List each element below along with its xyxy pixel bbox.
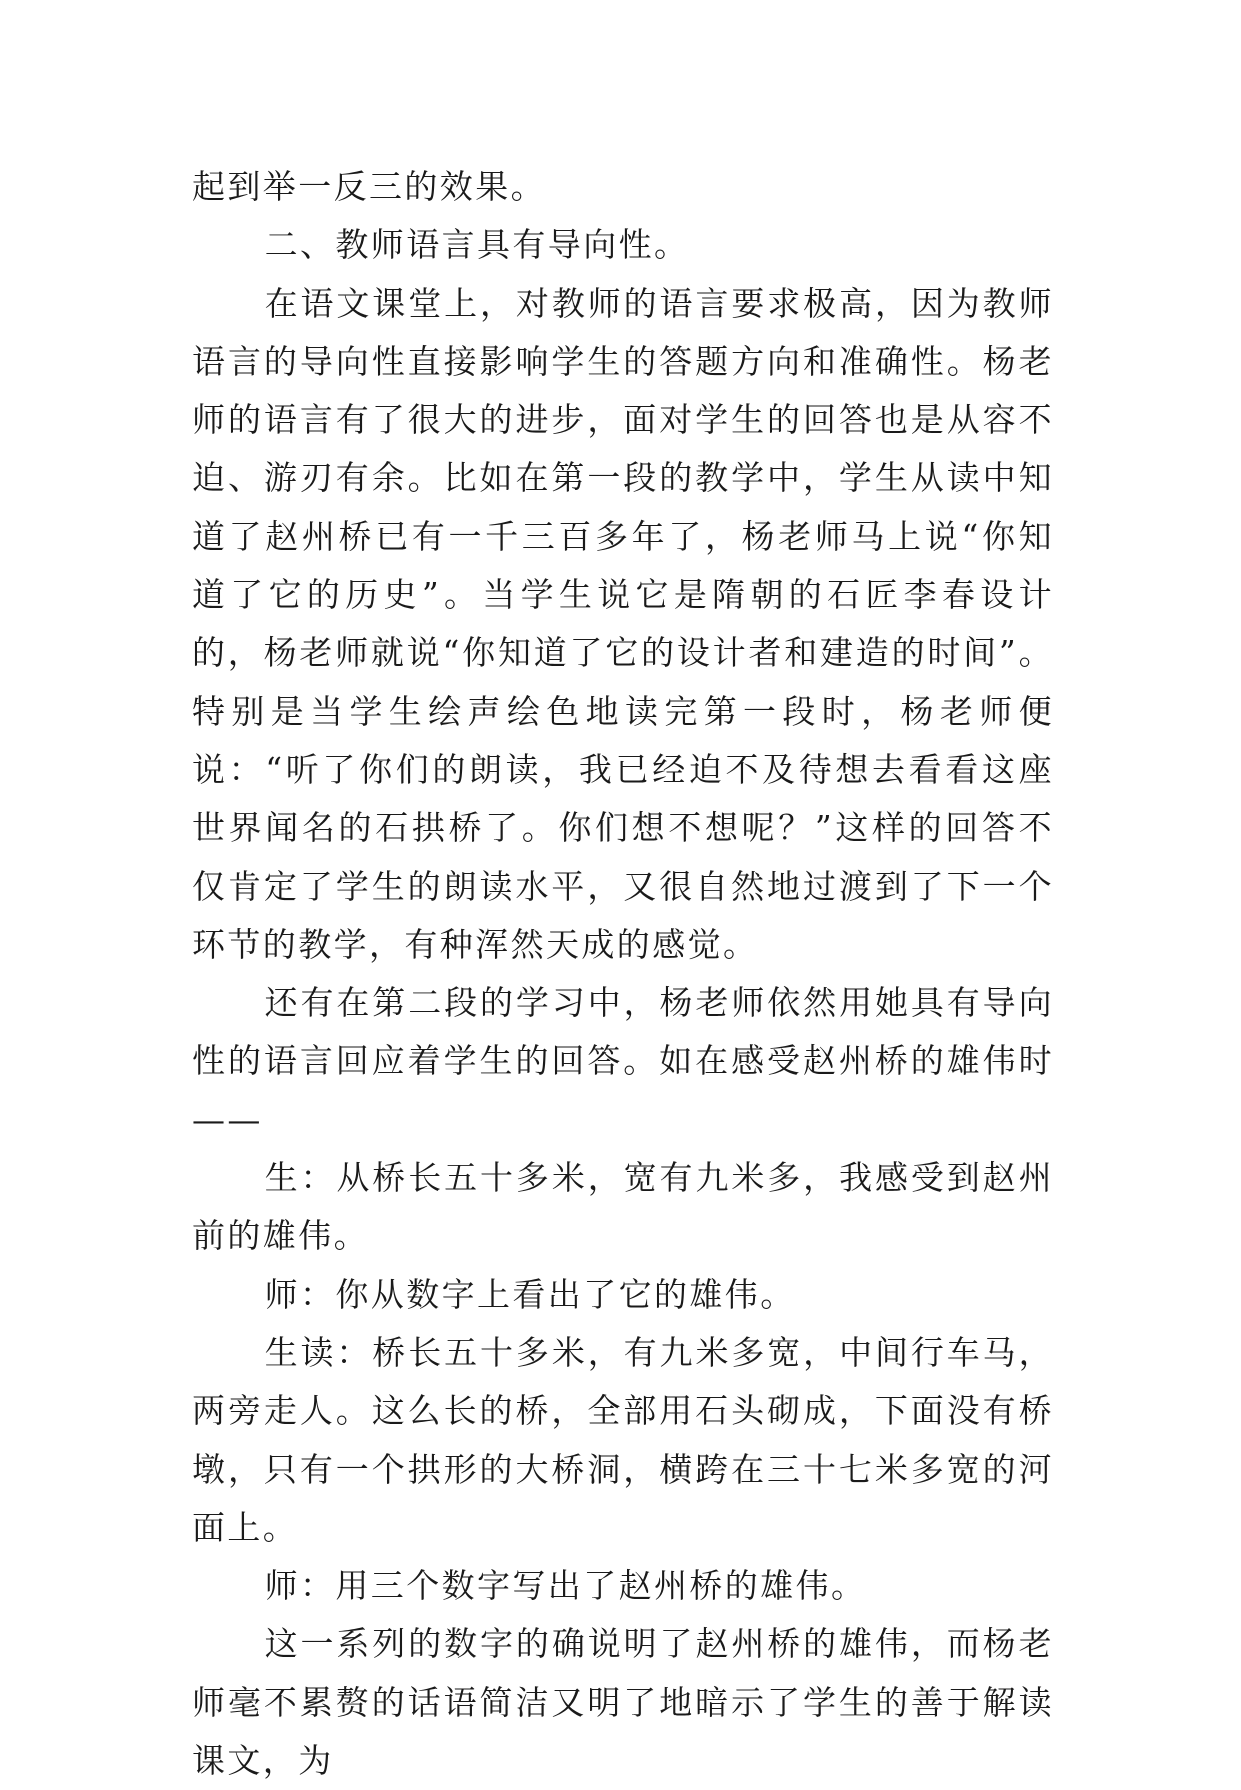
paragraph: 在语文课堂上，对教师的语言要求极高，因为教师语言的导向性直接影响学生的答题方向和准确性。杨老师的语言有了很大的进步，面对学生的回答也是从容不迫、游刃有余。比如在第一段的教学中，学生从读中知道了赵州桥已有一千三百多年了，杨老师马上说“你知道了它的历史”。当学生说它是隋朝的石匠李春设计的，杨老师就说“你知道了它的设计者和建造的时间”。特别是当学生绘声绘色地读完第一段时，杨老师便说：“听了你们的朗读，我已经迫不及待想去看看这座世界闻名的石拱桥了。你们想不想呢？”这样的回答不仅肯定了学生的朗读水平，又很自然地过渡到了下一个环节的教学，有种浑然天成的感觉。 xyxy=(192,283,1054,964)
paragraph-continuation: 起到举一反三的效果。 xyxy=(192,167,546,206)
dialogue-student-reading: 生读：桥长五十多米，有九米多宽，中间行车马，两旁走人。这么长的桥，全部用石头砌成，下面没有桥墩，只有一个拱形的大桥洞，横跨在三十七米多宽的河面上。 xyxy=(192,1332,1054,1547)
dialogue-teacher: 师：用三个数字写出了赵州桥的雄伟。 xyxy=(264,1566,867,1606)
paragraph: 这一系列的数字的确说明了赵州桥的雄伟，而杨老师毫不累赘的话语简洁又明了地暗示了学生的善于解读课文，为 xyxy=(192,1624,1054,1781)
dialogue-student: 生：从桥长五十多米，宽有九米多，我感受到赵州前的雄伟。 xyxy=(192,1158,1054,1256)
dialogue-teacher: 师：你从数字上看出了它的雄伟。 xyxy=(264,1274,796,1314)
section-heading: 二、教师语言具有导向性。 xyxy=(264,225,690,265)
document-body xyxy=(192,158,1054,1790)
paragraph: 还有在第二段的学习中，杨老师依然用她具有导向性的语言回应着学生的回答。如在感受赵州桥的雄伟时—— xyxy=(192,983,1054,1139)
